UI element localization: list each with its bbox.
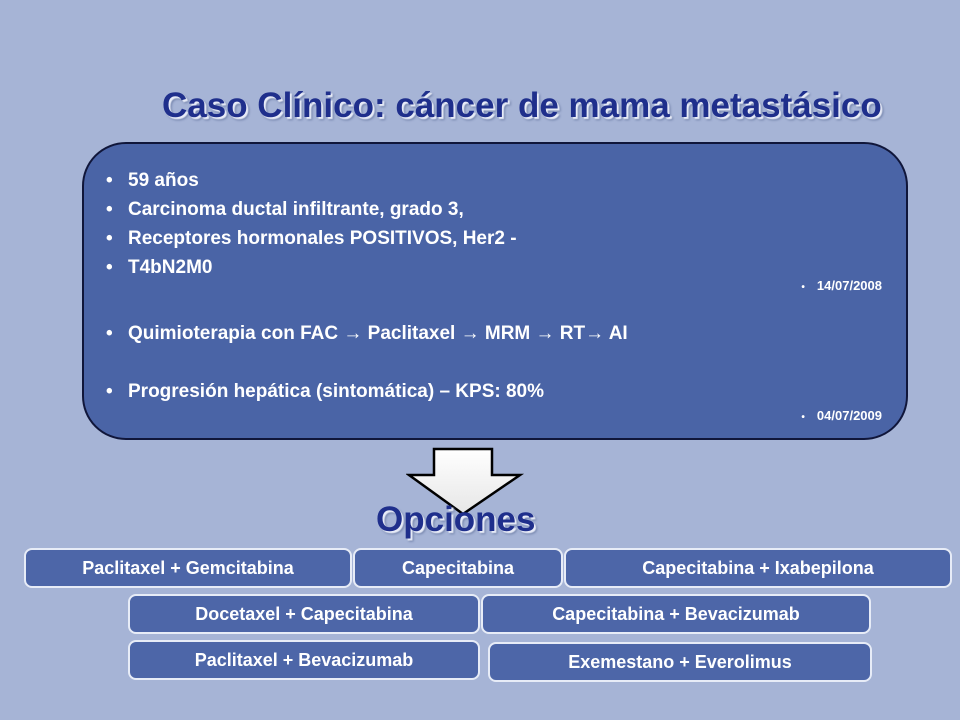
page-title: Caso Clínico: cáncer de mama metastásico bbox=[162, 86, 882, 125]
options-heading: Opciones bbox=[376, 500, 536, 539]
option-paclitaxel-gemcitabina: Paclitaxel + Gemcitabina bbox=[24, 548, 352, 588]
case-item-text: Carcinoma ductal infiltrante, grado 3, bbox=[128, 199, 464, 220]
case-item-text: Receptores hormonales POSITIVOS, Her2 - bbox=[128, 228, 517, 249]
option-paclitaxel-bevacizumab: Paclitaxel + Bevacizumab bbox=[128, 640, 480, 680]
treatment-list bbox=[106, 319, 628, 348]
bullet-icon: • bbox=[106, 323, 113, 344]
case-item-diagnosis bbox=[106, 195, 517, 224]
case-item-text: Progresión hepática (sintomática) – KPS: 80% bbox=[128, 381, 545, 402]
case-item-receptors bbox=[106, 224, 517, 253]
case-summary-box bbox=[82, 142, 908, 440]
bullet-icon: • bbox=[106, 199, 113, 220]
case-item-text: T4bN2M0 bbox=[128, 257, 213, 278]
case-item-treatment bbox=[106, 319, 628, 348]
case-item-text: 59 años bbox=[128, 170, 199, 191]
date-2009 bbox=[801, 408, 882, 423]
option-capecitabina-bevacizumab: Capecitabina + Bevacizumab bbox=[481, 594, 871, 634]
bullet-icon: • bbox=[106, 381, 113, 402]
date-text: 14/07/2008 bbox=[816, 278, 882, 293]
case-item-age bbox=[106, 166, 517, 195]
case-item-progression bbox=[106, 377, 544, 406]
case-item-text: Quimioterapia con FAC → Paclitaxel → MRM → RT→ AI bbox=[128, 323, 628, 344]
date-text: 04/07/2009 bbox=[816, 408, 882, 423]
case-item-staging bbox=[106, 253, 517, 282]
date-2008 bbox=[801, 278, 882, 293]
bullet-icon: • bbox=[801, 282, 805, 293]
bullet-icon: • bbox=[801, 412, 805, 423]
case-details-list bbox=[106, 166, 517, 282]
bullet-icon: • bbox=[106, 170, 113, 191]
progression-list bbox=[106, 377, 544, 406]
option-capecitabina-ixabepilona: Capecitabina + Ixabepilona bbox=[564, 548, 952, 588]
bullet-icon: • bbox=[106, 228, 113, 249]
option-docetaxel-capecitabina: Docetaxel + Capecitabina bbox=[128, 594, 480, 634]
bullet-icon: • bbox=[106, 257, 113, 278]
option-capecitabina: Capecitabina bbox=[353, 548, 563, 588]
option-exemestano-everolimus: Exemestano + Everolimus bbox=[488, 642, 872, 682]
